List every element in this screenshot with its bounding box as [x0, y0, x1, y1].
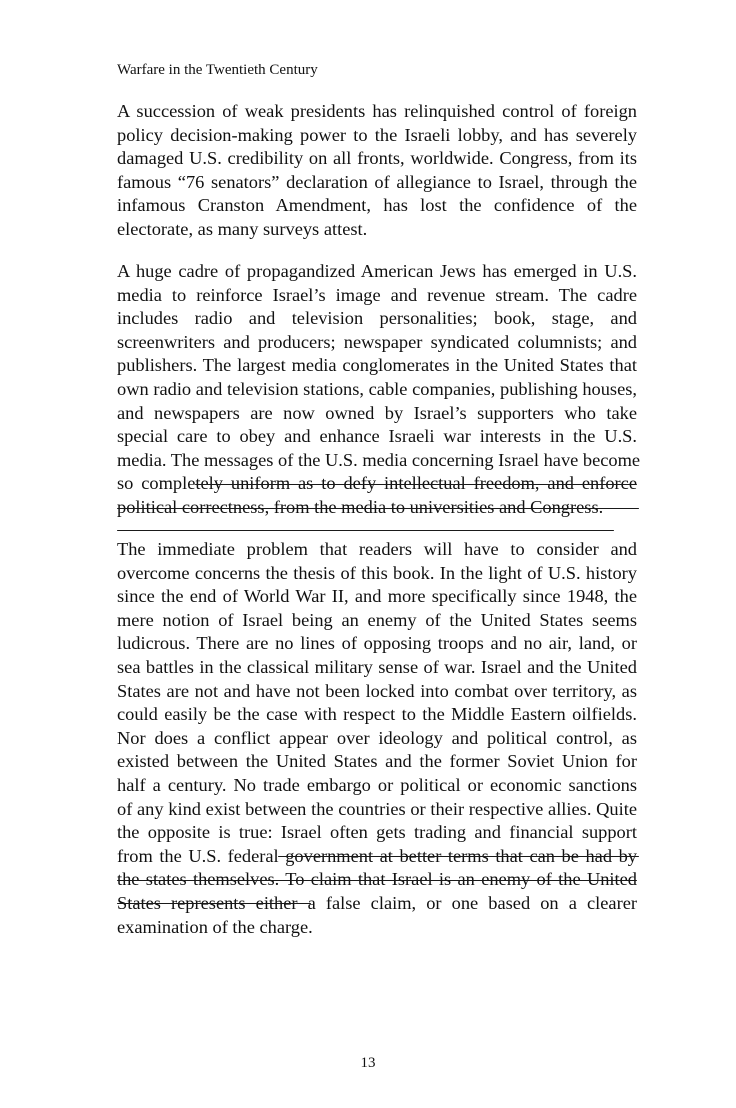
text-line: overcome concerns the thesis of this book. In the light of U.S. history: [117, 562, 637, 583]
pen-underline: [117, 508, 639, 509]
text-line: A huge cadre of propagandized American Jews has emerged in U.S.: [117, 261, 637, 281]
text-line: Nor does a conflict appear over ideology and political control, as: [117, 727, 637, 748]
text-line: of any kind exist between the countries or their respective allies. Quite: [117, 798, 637, 819]
pen-underline: [117, 530, 614, 531]
text-line: ludicrous. There are no lines of opposing troops and no air, land, or: [117, 633, 637, 654]
text-line: screenwriters and producers; newspaper syndicated columnists; and: [117, 331, 637, 352]
paragraph-3: [117, 538, 637, 939]
paragraph-1: [117, 100, 637, 242]
pen-underline: [195, 484, 637, 485]
text-line: States are not and have not been locked into combat over territory, as: [117, 680, 637, 701]
text-line: infamous Cranston Amendment, has lost the confidence of the: [117, 195, 637, 216]
text-line: States represents either a false claim, or one based on a clearer: [117, 892, 637, 913]
text-line: so completely uniform as to defy intellectual freedom, and enforce: [117, 473, 637, 494]
text-line: and newspapers are now owned by Israel’s supporters who take: [117, 402, 637, 423]
text-line: own radio and television stations, cable companies, publishing houses,: [117, 378, 637, 399]
text-line: The immediate problem that readers will have to consider and: [117, 539, 637, 559]
pen-underline: [117, 903, 311, 904]
text-line: from the U.S. federal government at better terms that can be had by: [117, 845, 637, 866]
text-line: famous “76 senators” declaration of allegiance to Israel, through the: [117, 171, 637, 192]
paragraph-2: [117, 260, 641, 520]
text-line: sea battles in the classical military sense of war. Israel and the United: [117, 656, 637, 677]
pen-underline: [278, 856, 639, 857]
text-line: the states themselves. To claim that Israel is an enemy of the United: [117, 869, 637, 890]
page-number: 13: [360, 1055, 376, 1071]
text-line: mere notion of Israel being an enemy of the United States seems: [117, 609, 637, 630]
text-line: could easily be the case with respect to the Middle Eastern oilfields.: [117, 704, 637, 725]
text-line: half a century. No trade embargo or political or economic sanctions: [117, 774, 637, 795]
text-line: examination of the charge.: [117, 916, 313, 937]
text-line: political correctness, from the media to universities and Congress.: [117, 496, 604, 517]
text-line: since the end of World War II, and more specifically since 1948, the: [117, 586, 637, 607]
text-line: damaged U.S. credibility on all fronts, worldwide. Congress, from its: [117, 148, 637, 169]
text-line: the opposite is true: Israel often gets trading and financial support: [117, 822, 637, 843]
running-header: Warfare in the Twentieth Century: [117, 62, 318, 78]
text-line: existed between the United States and the former Soviet Union for: [117, 751, 637, 772]
pen-underline: [117, 880, 637, 881]
text-line: media. The messages of the U.S. media concerning Israel have become: [117, 449, 641, 470]
text-line: includes radio and television personalities; book, stage, and: [117, 308, 637, 329]
text-line: publishers. The largest media conglomerates in the United States that: [117, 355, 637, 376]
text-line: electorate, as many surveys attest.: [117, 218, 368, 239]
text-line: special care to obey and enhance Israeli war interests in the U.S.: [117, 426, 637, 447]
text-line: policy decision-making power to the Israeli lobby, and has severely: [117, 124, 637, 145]
text-line: A succession of weak presidents has relinquished control of foreign: [117, 101, 637, 121]
text-line: media to reinforce Israel’s image and revenue stream. The cadre: [117, 284, 637, 305]
